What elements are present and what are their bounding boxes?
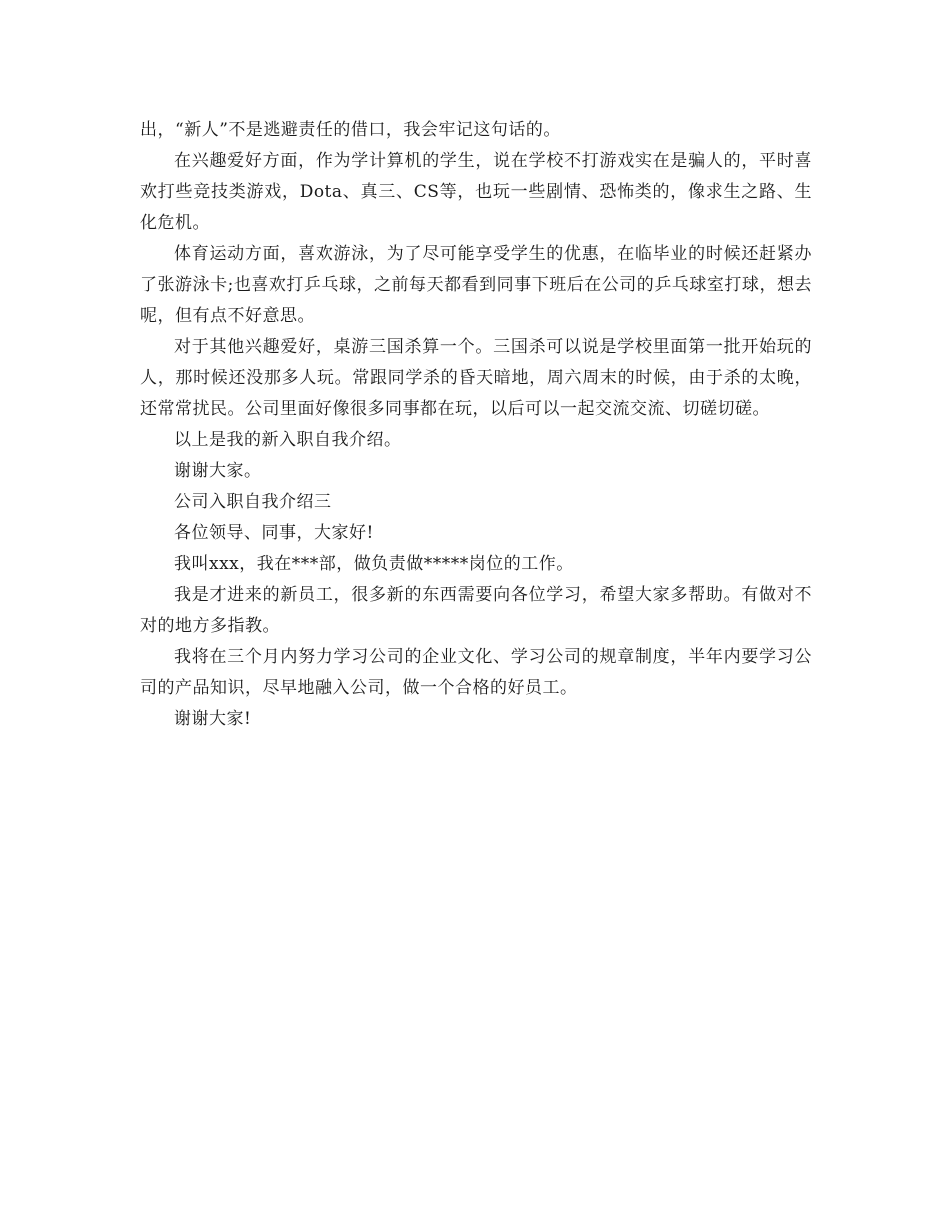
paragraph-name: 我叫xxx，我在***部，做负责做*****岗位的工作。 xyxy=(174,554,574,574)
paragraph-plan: 我将在三个月内努力学习公司的企业文化、学习公司的规章制度，半年内要学习公司的产品知识，尽早地融入公司，做一个合格的好员工。 xyxy=(140,647,812,698)
paragraph-sports: 体育运动方面，喜欢游泳，为了尽可能享受学生的优惠，在临毕业的时候还赶紧办了张游泳卡;也喜欢打乒乓球，之前每天都看到同事下班后在公司的乒乓球室打球，想去呢，但有点不好意思。 xyxy=(140,244,812,326)
paragraph-final-thanks: 谢谢大家! xyxy=(174,709,252,729)
document-body xyxy=(140,115,812,735)
paragraph-new-employee: 我是才进来的新员工，很多新的东西需要向各位学习，希望大家多帮助。有做对不对的地方多指教。 xyxy=(140,585,812,636)
paragraph-greeting: 各位领导、同事，大家好! xyxy=(174,523,374,543)
paragraph-closing-intro: 以上是我的新入职自我介绍。 xyxy=(174,430,402,450)
paragraph-thanks: 谢谢大家。 xyxy=(174,461,262,481)
paragraph-continuation: 出，“新人”不是逃避责任的借口，我会牢记这句话的。 xyxy=(140,120,561,140)
section-heading: 公司入职自我介绍三 xyxy=(174,492,332,512)
paragraph-hobbies: 在兴趣爱好方面，作为学计算机的学生，说在学校不打游戏实在是骗人的，平时喜欢打些竞技类游戏，Dota、真三、CS等，也玩一些剧情、恐怖类的，像求生之路、生化危机。 xyxy=(140,151,812,233)
paragraph-other-hobbies: 对于其他兴趣爱好，桌游三国杀算一个。三国杀可以说是学校里面第一批开始玩的人，那时候还没那多人玩。常跟同学杀的昏天暗地，周六周末的时候，由于杀的太晚，还常常扰民。公司里面好像很多同事都在玩，以后可以一起交流交流、切磋切磋。 xyxy=(140,337,812,419)
